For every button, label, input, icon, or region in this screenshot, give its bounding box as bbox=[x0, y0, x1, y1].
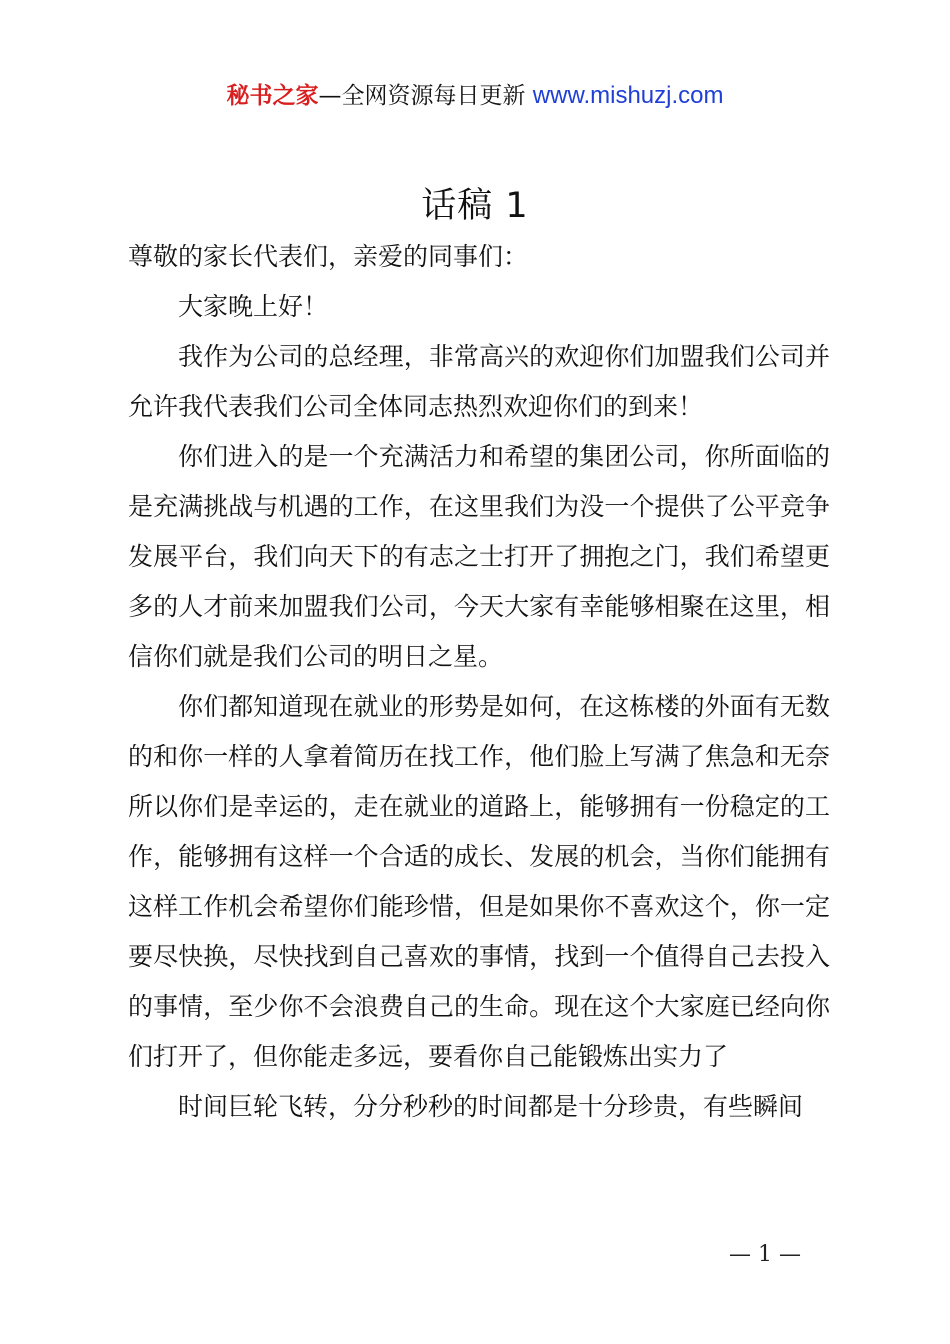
paragraph: 时间巨轮飞转，分分秒秒的时间都是十分珍贵，有些瞬间 bbox=[178, 1092, 804, 1121]
brand-tagline: —全网资源每日更新 bbox=[318, 83, 526, 109]
paragraph: 大家晚上好！ bbox=[178, 292, 329, 321]
paragraph: 你们进入的是一个充满活力和希望的集团公司，你所面临的是充满挑战与机遇的工作，在这里我们为没一个提供了公平竞争发展平台，我们向天下的有志之士打开了拥抱之门，我们希望更多的人才前来加盟我们公司，今天大家有幸能够相聚在这里，相信你们就是我们公司的明日之星。 bbox=[128, 442, 830, 671]
salutation: 尊敬的家长代表们，亲爱的同事们： bbox=[128, 242, 529, 271]
document-title: 话稿 1 bbox=[421, 186, 529, 226]
site-header bbox=[0, 80, 950, 112]
page-number: — 1 — bbox=[729, 1242, 801, 1267]
site-url-link[interactable]: www.mishuzj.com bbox=[532, 82, 724, 109]
paragraph: 我作为公司的总经理，非常高兴的欢迎你们加盟我们公司并允许我代表我们公司全体同志热烈欢迎你们的到来！ bbox=[128, 342, 830, 421]
document-body bbox=[128, 232, 830, 1132]
paragraph: 你们都知道现在就业的形势是如何，在这栋楼的外面有无数的和你一样的人拿着简历在找工作，他们脸上写满了焦急和无奈所以你们是幸运的，走在就业的道路上，能够拥有一份稳定的工作，能够拥有这样一个合适的成长、发展的机会，当你们能拥有这样工作机会希望你们能珍惜，但是如果你不喜欢这个，你一定要尽快换，尽快找到自己喜欢的事情，找到一个值得自己去投入的事情，至少你不会浪费自己的生命。现在这个大家庭已经向你们打开了，但你能走多远，要看你自己能锻炼出实力了 bbox=[128, 692, 830, 1071]
brand-name: 秘书之家 bbox=[226, 83, 319, 109]
